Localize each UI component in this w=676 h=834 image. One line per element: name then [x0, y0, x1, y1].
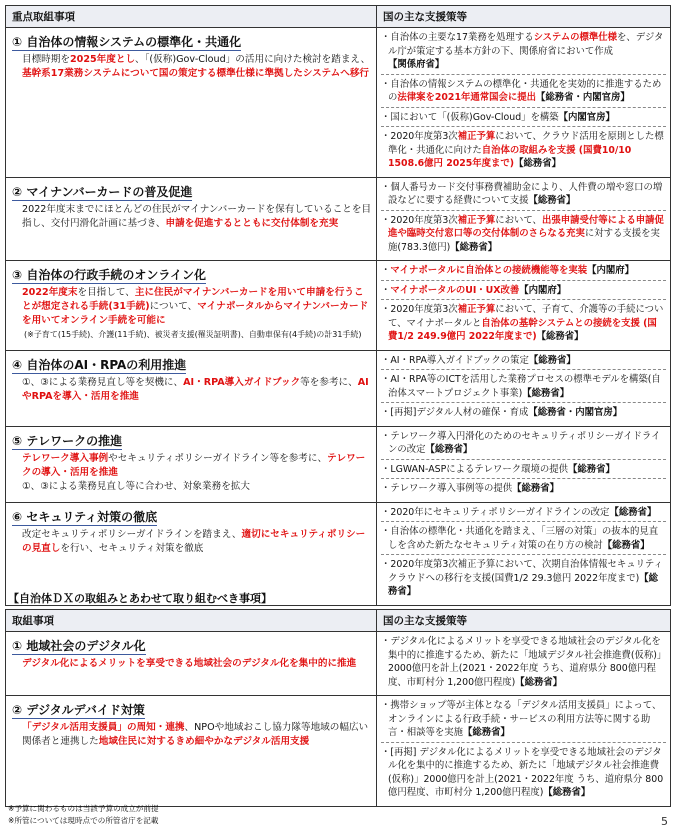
footnote: ※予算に関わるものは当該予算の成立が前提	[8, 804, 159, 813]
support-cell	[377, 632, 671, 696]
agency-tag: 【総務省】	[515, 676, 563, 688]
highlight-text: マイナポータルに自治体との接続機能等を実装	[390, 265, 588, 276]
bullet-marker: ・	[381, 111, 391, 123]
support-item	[381, 111, 666, 125]
dashed-divider	[381, 210, 666, 211]
section-title: ② デジタルデバイド対策	[12, 703, 145, 717]
section-description	[12, 203, 372, 231]
bullet-marker: ・	[381, 78, 391, 90]
section-title: ① 地域社会のデジタル化	[12, 639, 146, 653]
bullet-marker: ・	[381, 636, 391, 647]
agency-tag: 【内閣府】	[587, 265, 634, 276]
bullet-marker: ・	[381, 746, 391, 758]
highlight-text: 補正予算	[457, 131, 496, 142]
dashed-divider	[381, 742, 666, 743]
support-item	[381, 373, 666, 400]
section-description	[12, 452, 372, 494]
agency-tag: 【総務省】	[522, 387, 570, 399]
text-segment: 自治体の情報システムの標準化・共通化を実効的に推進するための	[388, 78, 662, 103]
section-title: ⑥ セキュリティ対策の徹底	[12, 509, 158, 524]
text-segment: 2020年にセキュリティポリシーガイドラインの改定	[390, 506, 610, 518]
support-cell	[377, 426, 671, 502]
priority-cell	[6, 350, 377, 426]
bullet-marker: ・	[381, 32, 391, 43]
text-segment: [再掲]デジタル人材の確保・育成	[390, 407, 529, 418]
text-segment: [再掲] デジタル化によるメリットを享受できる地域社会のデジタル化を集中的に推進するため、新たに「地域デジタル社会推進費(仮称)」2000億円を計上(2021・2022年度 うち、道府県分 800億円程度、市町村分 1,200億円程度)	[388, 746, 664, 798]
dashed-divider	[381, 402, 666, 403]
agency-tag: 【内閣官房】	[558, 111, 615, 123]
text-segment: を目指して、	[77, 287, 135, 298]
text-segment: において、子育て、介護等の手続について、マイナポータルと	[388, 304, 664, 329]
bullet-marker: ・	[381, 407, 391, 418]
support-item	[381, 181, 666, 208]
highlight-text: AIやRPAを導入・活用を推進	[22, 376, 369, 402]
agency-tag: 【総務省】	[536, 331, 584, 342]
support-item	[381, 406, 666, 420]
bullet-marker: ・	[381, 284, 391, 296]
agency-tag: 【内閣府】	[519, 284, 567, 296]
dashed-divider	[381, 478, 666, 479]
priority-row	[6, 177, 671, 261]
section-title: ② マイナンバーカードの普及促進	[12, 184, 193, 199]
text-segment: を行い、セキュリティ対策を徹底	[60, 542, 204, 554]
highlight-text: 2022年度末	[22, 287, 78, 298]
related-row	[6, 696, 671, 807]
support-item	[381, 214, 666, 255]
highlight-text: システムの標準仕様	[533, 32, 618, 43]
priority-cell	[6, 261, 377, 351]
text-segment: を、デジタル庁が策定する基本方針の下、関係府省において作成	[388, 32, 664, 57]
highlight-text: 出張申請受付等による申請促進や臨時交付窓口等の交付体制のさらなる充実	[388, 214, 664, 239]
highlight-text: 主に住民がマイナンバーカードを用いて申請を行うことが想定される手続(31手続)	[22, 287, 364, 312]
agency-tag: 【総務省】	[512, 483, 559, 494]
bullet-marker: ・	[381, 354, 391, 366]
priority-row	[6, 28, 671, 178]
highlight-text: マイナポータルのUI・UX改善	[390, 284, 520, 296]
col-header-item: 取組事項	[6, 610, 377, 632]
footnotes	[8, 803, 159, 827]
text-segment: 目標時期を	[22, 54, 70, 65]
text-segment: について、	[149, 301, 198, 312]
agency-tag: 【総務省】	[602, 539, 650, 551]
agency-tag: 【総務省】	[567, 463, 615, 475]
priority-row	[6, 350, 671, 426]
support-item	[381, 746, 666, 800]
highlight-text: 自治体の基幹システムとの接続を支援 (国費1/2 249.9億円 2022年度まで)	[388, 317, 657, 342]
agency-tag: 【総務省】	[463, 727, 510, 738]
highlight-text: テレワークの導入・活用を推進	[22, 452, 366, 478]
bullet-marker: ・	[381, 506, 391, 518]
support-item	[381, 635, 666, 689]
section-title: ③ 自治体の行政手続のオンライン化	[12, 268, 206, 282]
text-segment: やセキュリティポリシーガイドライン等を参考に、	[108, 452, 328, 464]
section-title: ⑤ テレワークの推進	[12, 433, 123, 448]
highlight-text: 自治体の取組みを支援 (国費10/10 1508.6億円 2025年度まで)	[388, 144, 632, 169]
text-segment: 個人番号カード交付事務費補助金により、人件費の増や窓口の増設などに要する経費について支援	[388, 181, 663, 206]
dashed-divider	[381, 459, 666, 460]
bullet-marker: ・	[381, 265, 391, 276]
text-segment: 2020年度第3次補正予算において、次期自治体情報セキュリティクラウドへの移行を支援(国費1/2 29.3億円 2022年度まで)	[388, 559, 663, 584]
section-description	[12, 657, 372, 671]
support-item	[381, 482, 666, 496]
text-segment: AI・RPA導入ガイドブックの策定	[390, 354, 529, 366]
text-segment: において、クラウド活用を原則とした標準化・共通化に向けた	[388, 131, 664, 156]
text-segment: テレワーク導入円滑化のためのセキュリティポリシーガイドラインの改定	[388, 430, 661, 455]
text-segment: ①、③による業務見直し等を契機に、	[22, 376, 184, 388]
priority-row	[6, 426, 671, 502]
support-item	[381, 558, 666, 599]
support-cell	[377, 261, 671, 351]
highlight-text: 補正予算	[457, 214, 496, 226]
priority-cell	[6, 632, 377, 696]
highlight-text: 適切にセキュリティポリシーの見直し	[22, 528, 366, 554]
text-segment: 2020年度第3次	[390, 304, 458, 315]
text-segment: 自治体の標準化・共通化を踏まえ、「三層の対策」の抜本的見直しを含めた新たなセキュリティ対策の在り方の検討	[388, 526, 659, 551]
highlight-text: 申請を促進するとともに交付体制を充実	[165, 217, 339, 229]
text-segment: テレワーク導入事例等の提供	[390, 483, 513, 494]
support-item	[381, 430, 666, 457]
text-segment: 等を参考に、	[300, 376, 358, 388]
text-segment: に対する支援を実施(783.3億円)	[388, 228, 660, 253]
support-item	[381, 78, 666, 105]
agency-tag: 【総務省】	[388, 572, 658, 597]
text-segment: ①、③による業務見直し等に合わせ、対象業務を拡大	[22, 480, 250, 492]
agency-tag: 【総務省】	[528, 354, 576, 366]
footnote: ※所管については現時点での所管省庁を記載	[8, 816, 159, 825]
section-description	[12, 53, 372, 81]
bullet-marker: ・	[381, 430, 391, 442]
text-segment: 国において「(仮称)Gov-Cloud」を構築	[390, 111, 559, 123]
text-segment: 、「(仮称)Gov-Cloud」の活用に向けた検討を踏まえ、	[135, 54, 371, 65]
highlight-text: 基幹系17業務システムについて国の策定する標準仕様に準拠したシステムへ移行	[22, 68, 370, 79]
text-segment: AI・RPA等のICTを活用した業務プロセスの標準モデルを構築(自治体スマートプロジェクト事業)	[388, 374, 661, 399]
support-cell	[377, 502, 671, 605]
dashed-divider	[381, 521, 666, 522]
bullet-marker: ・	[381, 700, 391, 711]
section-description	[12, 376, 372, 404]
dashed-divider	[381, 299, 666, 300]
dashed-divider	[381, 280, 666, 281]
support-item	[381, 284, 666, 298]
section-description	[12, 286, 372, 328]
dashed-divider	[381, 126, 666, 127]
section-description	[12, 528, 372, 556]
agency-tag: 【総務省】	[528, 195, 576, 206]
support-item	[381, 525, 666, 552]
section-title: ④ 自治体のAI・RPAの利用推進	[12, 357, 187, 372]
highlight-text: マイナポータルからマイナンバーカードを用いてオンライン手続を可能に	[22, 301, 369, 326]
support-item	[381, 354, 666, 368]
support-cell	[377, 28, 671, 178]
priority-row	[6, 261, 671, 351]
priority-table	[5, 5, 671, 606]
highlight-text: デジタル化によるメリットを享受できる地域社会のデジタル化を集中的に推進	[22, 658, 357, 669]
text-segment: 2020年度第3次	[390, 214, 458, 226]
support-cell	[377, 350, 671, 426]
bullet-marker: ・	[381, 131, 391, 142]
dashed-divider	[381, 554, 666, 555]
agency-tag: 【総務省】	[450, 241, 498, 253]
bullet-marker: ・	[381, 214, 391, 226]
text-segment: において、	[495, 214, 542, 226]
highlight-text: AI・RPA導入ガイドブック	[183, 376, 301, 388]
dashed-divider	[381, 369, 666, 370]
support-item	[381, 463, 666, 477]
priority-cell	[6, 28, 377, 178]
col-header-support: 国の主な支援策等	[377, 6, 671, 28]
agency-tag: 【総務省】	[425, 444, 473, 455]
highlight-text: 補正予算	[457, 304, 496, 315]
text-segment: LGWAN-ASPによるテレワーク環境の提供	[390, 463, 568, 475]
text-segment: 2020年度第3次	[390, 131, 458, 142]
bullet-marker: ・	[381, 483, 391, 494]
agency-tag: 【総務省】	[543, 787, 591, 798]
support-item	[381, 506, 666, 520]
bullet-marker: ・	[381, 559, 391, 570]
section-title: ① 自治体の情報システムの標準化・共通化	[12, 35, 242, 49]
bullet-marker: ・	[381, 374, 391, 385]
section-subheading: 【自治体ＤＸの取組みとあわせて取り組むべき事項】	[8, 592, 272, 605]
bullet-marker: ・	[381, 304, 391, 315]
support-cell	[377, 177, 671, 261]
support-item	[381, 130, 666, 171]
text-segment: 、NPOや地域おこし協力隊等地域の幅広い関係者と連携した	[22, 722, 369, 747]
text-segment: 改定セキュリティポリシーガイドラインを踏まえ、	[22, 528, 242, 540]
bullet-marker: ・	[381, 181, 391, 193]
priority-cell	[6, 426, 377, 502]
dashed-divider	[381, 107, 666, 108]
support-item	[381, 699, 666, 740]
agency-tag: 【総務省】	[514, 158, 561, 169]
highlight-text: 2025年度とし	[69, 54, 136, 65]
related-table	[5, 609, 671, 807]
highlight-text: テレワーク導入事例	[22, 452, 109, 464]
agency-tag: 【総務省】	[609, 506, 657, 518]
dashed-divider	[381, 74, 666, 75]
agency-tag: 【総務省・内閣官房】	[535, 92, 630, 103]
support-item	[381, 303, 666, 344]
bullet-marker: ・	[381, 463, 391, 475]
section-description	[12, 721, 372, 749]
text-segment: 自治体の主要な17業務を処理する	[390, 32, 534, 43]
support-cell	[377, 696, 671, 807]
related-row	[6, 632, 671, 696]
support-item	[381, 31, 666, 72]
col-header-support-2: 国の主な支援策等	[377, 610, 671, 632]
text-segment: 携帯ショップ等が主体となる「デジタル活用支援員」によって、オンラインによる行政手続・サービスの利用方法等に関する助言・相談等を実施	[388, 700, 662, 738]
page-number: 5	[661, 815, 668, 828]
highlight-text: 法律案を2021年通常国会に提出	[397, 92, 536, 103]
col-header-priority: 重点取組事項	[6, 6, 377, 28]
section-note: (※子育て(15手続)、介護(11手続)、被災者支援(罹災証明書)、自動車保有(4手続)の計31手続)	[24, 330, 362, 339]
highlight-text: 「デジタル活用支援員」の周知・連携	[22, 722, 185, 733]
text-segment: デジタル化によるメリットを享受できる地域社会のデジタル化を集中的に推進するため、新たに「地域デジタル社会推進費(仮称)」2000億円を計上(2021・2022年度 うち、道府県分 800億円程度、市町村分 1,200億円程度)	[388, 636, 662, 688]
highlight-text: 地域住民に対するきめ細やかなデジタル活用支援	[98, 736, 310, 747]
support-item	[381, 264, 666, 278]
agency-tag: 【総務省・内閣官房】	[528, 407, 623, 418]
priority-cell	[6, 177, 377, 261]
text-segment: 2022年度末までにほとんどの住民がマイナンバーカードを保有していることを目指し、交付円滑化計画に基づき、	[22, 203, 372, 229]
agency-tag: 【関係府省】	[388, 59, 445, 70]
bullet-marker: ・	[381, 526, 391, 537]
priority-cell	[6, 696, 377, 807]
